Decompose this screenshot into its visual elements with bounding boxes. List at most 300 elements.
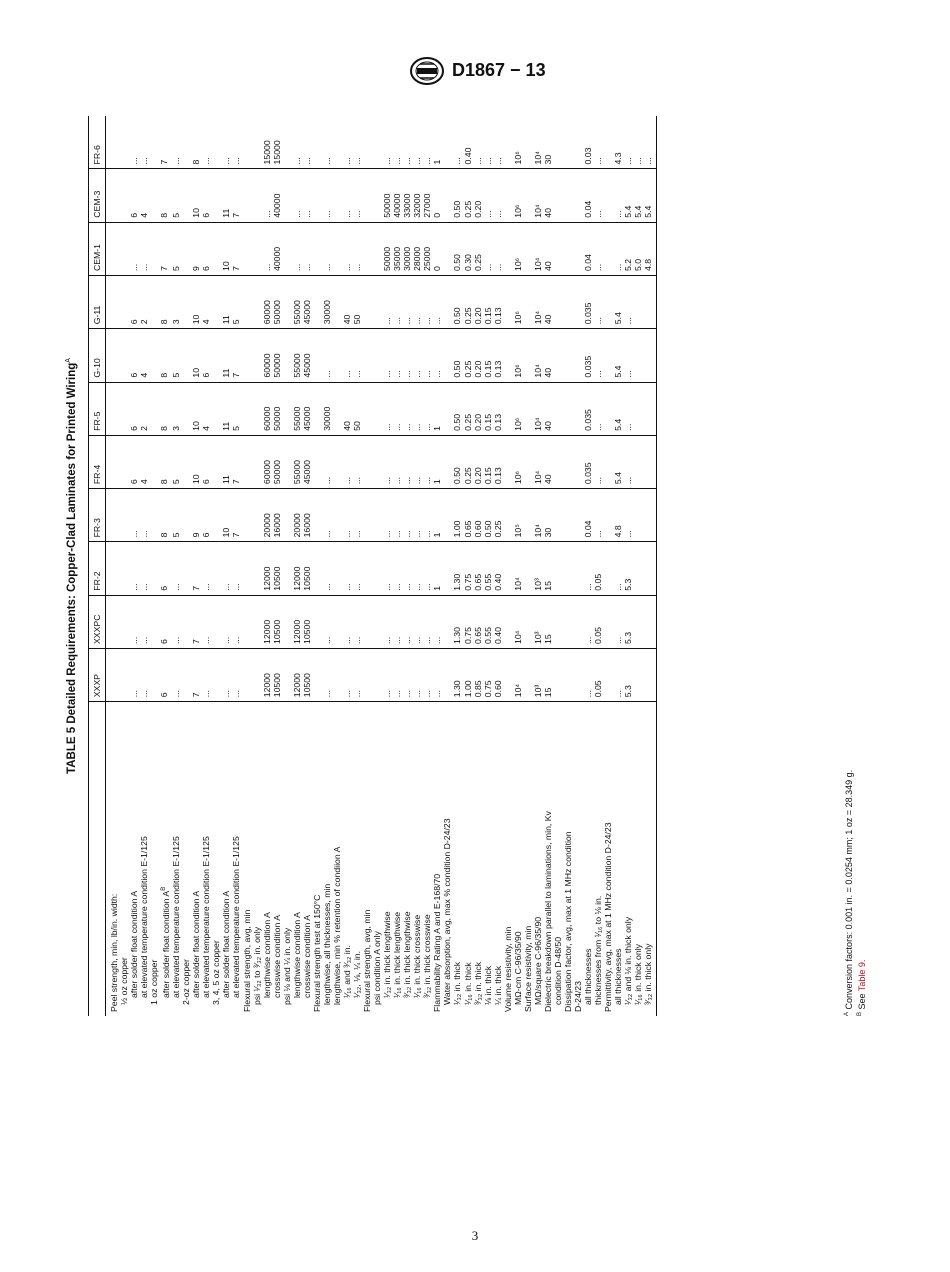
value-cell (633, 595, 643, 648)
table-footnotes (842, 116, 868, 1016)
table-row (583, 116, 593, 1016)
table-9-link[interactable]: Table 9 (857, 962, 867, 992)
value-cell (372, 435, 382, 488)
value-cell: 0.035 (583, 276, 593, 329)
value-cell: 40 (543, 276, 553, 329)
value-cell (442, 222, 452, 275)
value-cell (372, 542, 382, 595)
value-cell (523, 169, 533, 222)
value-cell: 10³ (533, 542, 543, 595)
table-row (201, 116, 211, 1016)
value-cell: 6 (159, 542, 171, 595)
table-row (463, 116, 473, 1016)
value-cell: 7 (231, 222, 241, 275)
table-row (129, 116, 139, 1016)
value-cell (149, 489, 159, 542)
value-cell: 1 (432, 435, 442, 488)
row-label-footnote-mark: B (161, 886, 168, 891)
value-cell: ... (322, 489, 332, 542)
value-cell (332, 489, 342, 542)
value-cell (332, 435, 342, 488)
value-cell: 0.05 (593, 542, 603, 595)
table-body (106, 116, 657, 1016)
value-cell: ... (593, 435, 603, 488)
row-label-text: at elevated temperature condition E-1/125 (171, 836, 182, 998)
value-cell: 0.13 (493, 329, 503, 382)
value-cell: 0.20 (473, 435, 483, 488)
value-cell: ... (402, 542, 412, 595)
value-cell (282, 382, 292, 435)
value-cell: 0.05 (593, 648, 603, 701)
value-cell (372, 329, 382, 382)
value-cell (553, 382, 563, 435)
value-cell: ... (382, 116, 392, 169)
value-cell (181, 435, 191, 488)
value-cell (563, 276, 573, 329)
value-cell (603, 116, 613, 169)
value-cell (442, 116, 452, 169)
value-cell: 10⁶ (513, 276, 523, 329)
table-row (119, 116, 129, 1016)
value-cell: ... (483, 222, 493, 275)
value-cell (312, 169, 322, 222)
value-cell: ... (292, 116, 302, 169)
value-cell (252, 222, 262, 275)
value-cell: 55000 (292, 382, 302, 435)
value-cell: 11 (221, 435, 231, 488)
value-cell: ... (322, 329, 332, 382)
table-row (402, 116, 412, 1016)
value-cell: 45000 (302, 435, 312, 488)
row-label (613, 702, 623, 1016)
value-cell: 5.4 (643, 169, 657, 222)
value-cell: 10⁴ (513, 595, 523, 648)
value-cell: ... (392, 542, 402, 595)
value-cell (442, 489, 452, 542)
value-cell: 0.40 (493, 542, 503, 595)
value-cell (372, 169, 382, 222)
table-row (422, 116, 432, 1016)
value-cell (252, 276, 262, 329)
value-cell (106, 489, 120, 542)
value-cell (503, 435, 513, 488)
value-cell: 8 (159, 489, 171, 542)
row-label (412, 702, 422, 1016)
value-cell: 10⁴ (513, 648, 523, 701)
table-row (242, 116, 252, 1016)
value-cell: ... (583, 542, 593, 595)
value-cell: 40 (342, 276, 352, 329)
row-label (362, 702, 372, 1016)
value-cell (252, 542, 262, 595)
value-cell: ... (412, 648, 422, 701)
value-cell: ... (221, 595, 231, 648)
value-cell: 6 (201, 435, 211, 488)
row-label (643, 702, 657, 1016)
value-cell: 32000 (412, 169, 422, 222)
value-cell: 10⁴ (533, 329, 543, 382)
value-cell: 10⁴ (533, 276, 543, 329)
value-cell: 0.25 (463, 382, 473, 435)
table-row (392, 116, 402, 1016)
value-cell: 7 (191, 595, 201, 648)
value-cell (633, 382, 643, 435)
value-cell: 3 (171, 276, 181, 329)
row-label-text: psi ¹⁄₃₂ to ³⁄₃₂ in. only (251, 926, 262, 1005)
value-cell: ... (422, 489, 432, 542)
table-row (623, 116, 633, 1016)
value-cell: ... (623, 435, 633, 488)
value-cell (106, 542, 120, 595)
value-cell: ... (583, 595, 593, 648)
table-row (503, 116, 513, 1016)
value-cell (603, 542, 613, 595)
value-cell: 10 (191, 276, 201, 329)
row-label (252, 702, 262, 1016)
value-cell (563, 648, 573, 701)
value-cell: ... (382, 489, 392, 542)
row-label (493, 702, 503, 1016)
column-header: FR-3 (89, 489, 106, 542)
value-cell: ... (593, 329, 603, 382)
value-cell (503, 489, 513, 542)
value-cell: 40 (543, 382, 553, 435)
value-cell (282, 222, 292, 275)
value-cell (119, 595, 129, 648)
value-cell (633, 276, 643, 329)
value-cell: ... (342, 116, 352, 169)
value-cell: 6 (159, 648, 171, 701)
table-row (302, 116, 312, 1016)
value-cell (106, 169, 120, 222)
table-row (442, 116, 452, 1016)
page-number: 3 (471, 1228, 479, 1243)
value-cell (149, 329, 159, 382)
value-cell (553, 435, 563, 488)
value-cell: ... (221, 648, 231, 701)
column-header: FR-6 (89, 116, 106, 169)
row-label (382, 702, 392, 1016)
value-cell: 5.2 (623, 222, 633, 275)
table-row (181, 116, 191, 1016)
value-cell: 60000 (262, 435, 272, 488)
value-cell: 55000 (292, 435, 302, 488)
value-cell: ... (342, 329, 352, 382)
value-cell (211, 648, 221, 701)
value-cell: 50000 (382, 222, 392, 275)
value-cell: ... (221, 542, 231, 595)
value-cell: ... (352, 435, 362, 488)
value-cell: 0.40 (493, 595, 503, 648)
value-cell (282, 489, 292, 542)
value-cell: ... (623, 329, 633, 382)
value-cell (312, 435, 322, 488)
value-cell (119, 329, 129, 382)
row-label (463, 702, 473, 1016)
value-cell: 0.55 (483, 542, 493, 595)
value-cell: ... (432, 648, 442, 701)
value-cell: 0.25 (493, 489, 503, 542)
value-cell (372, 595, 382, 648)
row-label (282, 702, 292, 1016)
value-cell (553, 595, 563, 648)
page-header (0, 56, 950, 90)
value-cell: 0.05 (593, 595, 603, 648)
value-cell: 45000 (302, 276, 312, 329)
row-label-text: lengthwise, all thicknesses, min (321, 883, 332, 1005)
value-cell: 50000 (272, 435, 282, 488)
value-cell: 0.65 (473, 542, 483, 595)
value-cell: 8 (159, 276, 171, 329)
value-cell (633, 329, 643, 382)
row-label (322, 702, 332, 1016)
value-cell (442, 329, 452, 382)
value-cell: 5 (231, 382, 241, 435)
row-label (332, 702, 342, 1016)
value-cell (252, 595, 262, 648)
value-cell: ... (129, 489, 139, 542)
value-cell: 0.50 (452, 169, 462, 222)
value-cell (312, 542, 322, 595)
value-cell (553, 169, 563, 222)
value-cell (242, 222, 252, 275)
value-cell: 15 (543, 595, 553, 648)
value-cell: ... (432, 595, 442, 648)
value-cell: ... (322, 116, 332, 169)
value-cell (563, 222, 573, 275)
value-cell (312, 222, 322, 275)
value-cell (503, 116, 513, 169)
table-row (543, 116, 553, 1016)
value-cell: 5 (231, 276, 241, 329)
value-cell: ... (382, 329, 392, 382)
table-row (342, 116, 352, 1016)
value-cell: ... (262, 222, 272, 275)
value-cell (523, 276, 533, 329)
value-cell (119, 542, 129, 595)
table-row (633, 116, 643, 1016)
value-cell: 10 (191, 329, 201, 382)
value-cell: 15000 (272, 116, 282, 169)
value-cell (573, 489, 583, 542)
value-cell (119, 435, 129, 488)
value-cell (211, 435, 221, 488)
value-cell: 5 (171, 435, 181, 488)
value-cell: 0.30 (463, 222, 473, 275)
value-cell: 6 (129, 435, 139, 488)
value-cell (211, 116, 221, 169)
value-cell: 8 (159, 435, 171, 488)
value-cell: ... (139, 489, 149, 542)
table-row (221, 116, 231, 1016)
row-label-text: ½ oz copper (119, 957, 130, 1005)
value-cell: ... (583, 648, 593, 701)
value-cell (242, 169, 252, 222)
value-cell (603, 276, 613, 329)
value-cell: ... (402, 276, 412, 329)
row-label-text: thicknesses from ¹⁄₁₆ to ⅛ in. (593, 895, 604, 1005)
value-cell: 0 (432, 222, 442, 275)
table-row (139, 116, 149, 1016)
value-cell: ... (201, 595, 211, 648)
value-cell (181, 382, 191, 435)
row-label (563, 702, 573, 1016)
value-cell: 10⁶ (513, 382, 523, 435)
value-cell: 0.15 (483, 276, 493, 329)
value-cell: 40 (543, 435, 553, 488)
value-cell: 10 (221, 489, 231, 542)
value-cell: ... (412, 595, 422, 648)
value-cell: 40 (543, 222, 553, 275)
value-cell: ... (613, 542, 623, 595)
value-cell: 10⁶ (513, 169, 523, 222)
value-cell (252, 116, 262, 169)
value-cell: ... (402, 489, 412, 542)
table-row (412, 116, 422, 1016)
table-row (282, 116, 292, 1016)
value-cell: ... (412, 116, 422, 169)
value-cell (573, 382, 583, 435)
value-cell (312, 276, 322, 329)
value-cell (119, 169, 129, 222)
value-cell: ... (129, 542, 139, 595)
value-cell (503, 169, 513, 222)
row-label-text: lengthwise condition A (261, 912, 272, 998)
value-cell (332, 276, 342, 329)
row-label (139, 702, 149, 1016)
row-label (352, 702, 362, 1016)
value-cell (106, 435, 120, 488)
value-cell: 0.50 (452, 435, 462, 488)
value-cell: 8 (159, 329, 171, 382)
value-cell (633, 542, 643, 595)
row-label (473, 702, 483, 1016)
value-cell: 12000 (262, 595, 272, 648)
value-cell: 4 (139, 169, 149, 222)
value-cell: 12000 (262, 542, 272, 595)
table-row (533, 116, 543, 1016)
value-cell: ... (593, 116, 603, 169)
value-cell: 5.4 (613, 382, 623, 435)
value-cell: 4 (139, 329, 149, 382)
value-cell (603, 435, 613, 488)
value-cell (503, 648, 513, 701)
value-cell: ... (139, 116, 149, 169)
value-cell: 0.15 (483, 435, 493, 488)
value-cell (181, 276, 191, 329)
value-cell: ... (129, 648, 139, 701)
value-cell: 12000 (292, 648, 302, 701)
value-cell (362, 648, 372, 701)
value-cell (643, 595, 657, 648)
row-label (533, 702, 543, 1016)
row-label (402, 702, 412, 1016)
value-cell (442, 595, 452, 648)
row-label-text: psi ⅛ and ¼ in. only (281, 927, 292, 1005)
value-cell (372, 382, 382, 435)
value-cell (181, 222, 191, 275)
row-label-text: ¹⁄₁₆ in. thick lengthwise (392, 911, 403, 998)
value-cell: ... (382, 648, 392, 701)
value-cell (553, 222, 563, 275)
value-cell: ... (613, 595, 623, 648)
value-cell: 30000 (322, 382, 332, 435)
value-cell: ... (432, 276, 442, 329)
value-cell: 5 (171, 489, 181, 542)
value-cell (523, 116, 533, 169)
table-row (191, 116, 201, 1016)
value-cell (332, 116, 342, 169)
row-label (201, 702, 211, 1016)
value-cell: 0.04 (583, 169, 593, 222)
value-cell: ... (129, 222, 139, 275)
table-row (603, 116, 613, 1016)
value-cell: ... (392, 648, 402, 701)
value-cell: 0.13 (493, 276, 503, 329)
value-cell: 50 (352, 382, 362, 435)
table-row (513, 116, 523, 1016)
table-row (149, 116, 159, 1016)
value-cell (312, 595, 322, 648)
row-label (106, 702, 120, 1016)
value-cell: ... (352, 116, 362, 169)
value-cell: 7 (191, 542, 201, 595)
row-label-text: ¹⁄₃₂, ⅛, ¼ in. (352, 951, 363, 998)
value-cell (181, 169, 191, 222)
value-cell: 60000 (262, 276, 272, 329)
value-cell: ... (422, 542, 432, 595)
value-cell: 10500 (302, 542, 312, 595)
table-row (573, 116, 583, 1016)
row-label-text: 1 oz copper (149, 959, 160, 1005)
column-header: G-10 (89, 329, 106, 382)
value-cell: 0.03 (583, 116, 593, 169)
row-label (442, 702, 452, 1016)
value-cell (633, 648, 643, 701)
value-cell: 0.25 (463, 329, 473, 382)
value-cell (312, 489, 322, 542)
footnote-b-suffix: . (857, 959, 867, 963)
value-cell: 0.25 (473, 222, 483, 275)
value-cell (242, 489, 252, 542)
row-label-text: after solder float condition A (129, 890, 140, 998)
row-label-text: lengthwise condition A (291, 912, 302, 998)
value-cell: 5.3 (623, 648, 633, 701)
value-cell: ... (623, 116, 633, 169)
value-cell: ... (422, 595, 432, 648)
value-cell: ... (452, 116, 462, 169)
value-cell (362, 329, 372, 382)
value-cell (242, 595, 252, 648)
value-cell: 6 (159, 595, 171, 648)
value-cell: 0.15 (483, 382, 493, 435)
value-cell: 10500 (272, 542, 282, 595)
column-header: CEM-1 (89, 222, 106, 275)
value-cell (553, 116, 563, 169)
value-cell (252, 382, 262, 435)
value-cell (282, 648, 292, 701)
value-cell (211, 382, 221, 435)
value-cell: 4.8 (613, 489, 623, 542)
value-cell (603, 648, 613, 701)
value-cell (362, 276, 372, 329)
row-label-text: MΩ-cm C-96/35/90 (512, 931, 523, 1005)
row-label (392, 702, 402, 1016)
value-cell: 10 (221, 222, 231, 275)
value-cell: ... (382, 435, 392, 488)
row-label-text: 2-oz copper (181, 959, 192, 1005)
value-cell (149, 595, 159, 648)
